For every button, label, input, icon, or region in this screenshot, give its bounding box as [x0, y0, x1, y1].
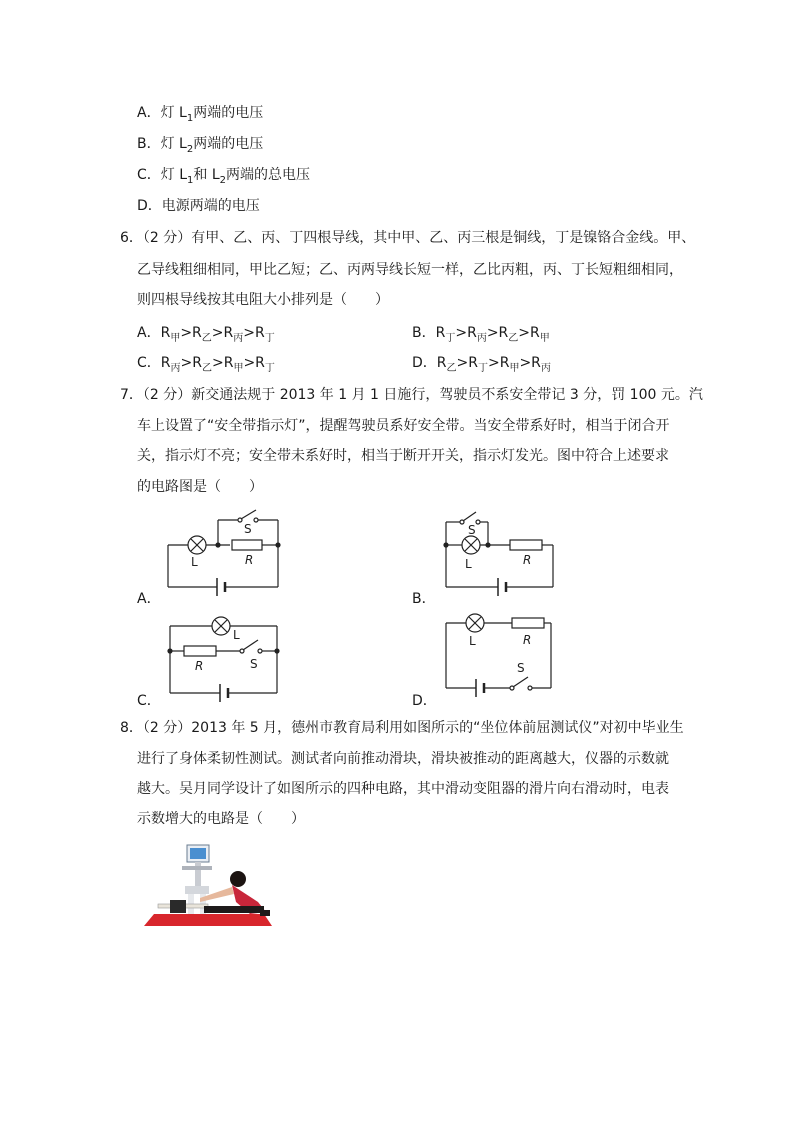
stand-shelf — [182, 866, 212, 870]
option-text: >R — [518, 325, 540, 341]
q6-stem-line-1: 6．（2 分）有甲、乙、丙、丁四根导线，其中甲、乙、丙三根是铜线，丁是镍铬合金线。甲、 — [120, 230, 696, 246]
option-letter: D． — [137, 198, 162, 214]
lamp-label: L — [465, 557, 472, 571]
q7-stem-line-4: 的电路图是（ ） — [137, 479, 263, 495]
option-text: 两端的电压 — [193, 105, 264, 121]
q5-option-d — [137, 196, 260, 216]
switch-blade — [241, 510, 256, 519]
option-text: >R — [243, 325, 265, 341]
resistor-icon — [232, 540, 262, 550]
option-text: >R — [487, 355, 510, 371]
resistor-label: R — [245, 553, 254, 567]
subscript: 乙 — [201, 362, 212, 374]
q8-stem-line-2: 进行了身体柔韧性测试。测试者向前推动滑块，滑块被推动的距离越大，仪器的示数就 — [137, 751, 669, 767]
sit-and-reach-tester-image — [140, 842, 280, 930]
subscript: 丁 — [264, 362, 275, 374]
option-text: C．R — [137, 355, 171, 371]
switch-label: S — [244, 522, 252, 536]
subscript: 2 — [186, 143, 194, 155]
q6-option-b — [412, 323, 550, 349]
monitor-screen — [190, 848, 206, 859]
option-letter: B． — [137, 136, 161, 152]
q5-option-a — [137, 103, 263, 129]
resistor-icon — [510, 540, 542, 550]
q6-option-d — [412, 353, 551, 379]
subscript: 1 — [187, 174, 194, 186]
option-text: 灯 L — [160, 167, 188, 183]
option-text: >R — [211, 325, 234, 341]
resistor-label: R — [195, 659, 204, 673]
option-text: 两端的总电压 — [226, 167, 311, 183]
subscript: 丁 — [445, 332, 456, 344]
subscript: 丙 — [476, 332, 487, 344]
junction-dot — [275, 649, 279, 653]
option-text: 两端的电压 — [193, 136, 264, 152]
subscript: 甲 — [233, 362, 244, 374]
subscript: 乙 — [201, 332, 212, 344]
switch-blade — [463, 512, 476, 521]
subscript: 丙 — [170, 362, 181, 374]
q7-stem-line-2: 车上设置了“安全带指示灯”，提醒驾驶员系好安全带。当安全带系好时，相当于闭合开 — [137, 418, 670, 434]
circuit-b-label: B． — [412, 591, 436, 607]
option-text: >R — [180, 325, 202, 341]
lamp-label: L — [191, 555, 198, 569]
stand-top — [185, 886, 209, 894]
circuit-b-diagram — [438, 500, 568, 600]
subscript: 乙 — [446, 362, 457, 374]
option-letter: A． — [137, 105, 161, 121]
subscript: 1 — [186, 112, 194, 124]
lamp-label: L — [233, 628, 240, 642]
switch-label: S — [468, 523, 476, 537]
circuit-c-diagram — [160, 606, 290, 706]
resistor-label: R — [523, 553, 532, 567]
subscript: 甲 — [539, 332, 550, 344]
circuit-a-diagram — [160, 500, 290, 600]
switch-contact — [258, 649, 262, 653]
option-letter: C． — [137, 167, 161, 183]
resistor-icon — [512, 618, 544, 628]
q6-option-a — [137, 323, 275, 349]
switch-contact — [254, 518, 258, 522]
subscript: 甲 — [170, 332, 181, 344]
stand-pole — [195, 862, 201, 886]
subscript: 2 — [219, 174, 227, 186]
subscript: 乙 — [508, 332, 519, 344]
person-legs — [204, 906, 264, 913]
option-text: >R — [455, 325, 477, 341]
circuit-c-label: C． — [137, 693, 161, 709]
q5-option-b — [137, 134, 263, 160]
subscript: 丁 — [264, 332, 275, 344]
circuit-a-label: A． — [137, 591, 161, 607]
circuit-d-label: D． — [412, 693, 437, 709]
q8-stem-line-4: 示数增大的电路是（ ） — [137, 811, 305, 827]
slider-block — [170, 900, 186, 913]
option-text: 电源两端的电压 — [161, 198, 260, 214]
q7-stem-line-1: 7．（2 分）新交通法规于 2013 年 1 月 1 日施行，驾驶员不系安全带记 3 分，罚 100 元。汽 — [120, 387, 703, 403]
lamp-label: L — [469, 634, 476, 648]
option-text: A．R — [137, 325, 171, 341]
q5-option-c — [137, 165, 310, 191]
q8-stem-line-1: 8．（2 分）2013 年 5 月，德州市教育局利用如图所示的“坐位体前屈测试仪”对初中毕业生 — [120, 720, 684, 736]
resistor-icon — [184, 646, 216, 656]
q6-option-c — [137, 353, 275, 379]
option-text: 灯 L — [160, 105, 187, 121]
switch-label: S — [517, 661, 525, 675]
option-text: >R — [519, 355, 541, 371]
q6-stem-line-2: 乙导线粗细相同，甲比乙短；乙、丙两导线长短一样，乙比丙粗，丙、丁长短粗细相同， — [137, 262, 683, 278]
q8-stem-line-3: 越大。吴月同学设计了如图所示的四种电路，其中滑动变阻器的滑片向右滑动时，电表 — [137, 781, 669, 797]
q7-stem-line-3: 关，指示灯不亮；安全带未系好时，相当于断开开关，指示灯发光。图中符合上述要求 — [137, 448, 669, 464]
mat-shape — [144, 914, 272, 926]
resistor-label: R — [523, 633, 532, 647]
option-text: >R — [486, 325, 509, 341]
option-text: >R — [180, 355, 202, 371]
subscript: 甲 — [509, 362, 520, 374]
option-text: >R — [456, 355, 478, 371]
q6-stem-line-3: 则四根导线按其电阻大小排列是（ ） — [137, 292, 389, 308]
option-text: >R — [211, 355, 234, 371]
circuit-d-diagram — [438, 606, 568, 706]
subscript: 丙 — [540, 362, 551, 374]
option-text: B．R — [412, 325, 446, 341]
option-text: 和 L — [193, 167, 220, 183]
option-text: >R — [243, 355, 265, 371]
switch-contact — [476, 520, 480, 524]
option-text: D．R — [412, 355, 447, 371]
option-text: 灯 L — [160, 136, 187, 152]
switch-blade — [513, 677, 528, 687]
person-head — [230, 871, 246, 887]
subscript: 丁 — [477, 362, 488, 374]
person-hip — [260, 910, 270, 916]
subscript: 丙 — [233, 332, 244, 344]
switch-label: S — [250, 657, 258, 671]
switch-blade — [243, 640, 258, 650]
switch-contact — [528, 686, 532, 690]
